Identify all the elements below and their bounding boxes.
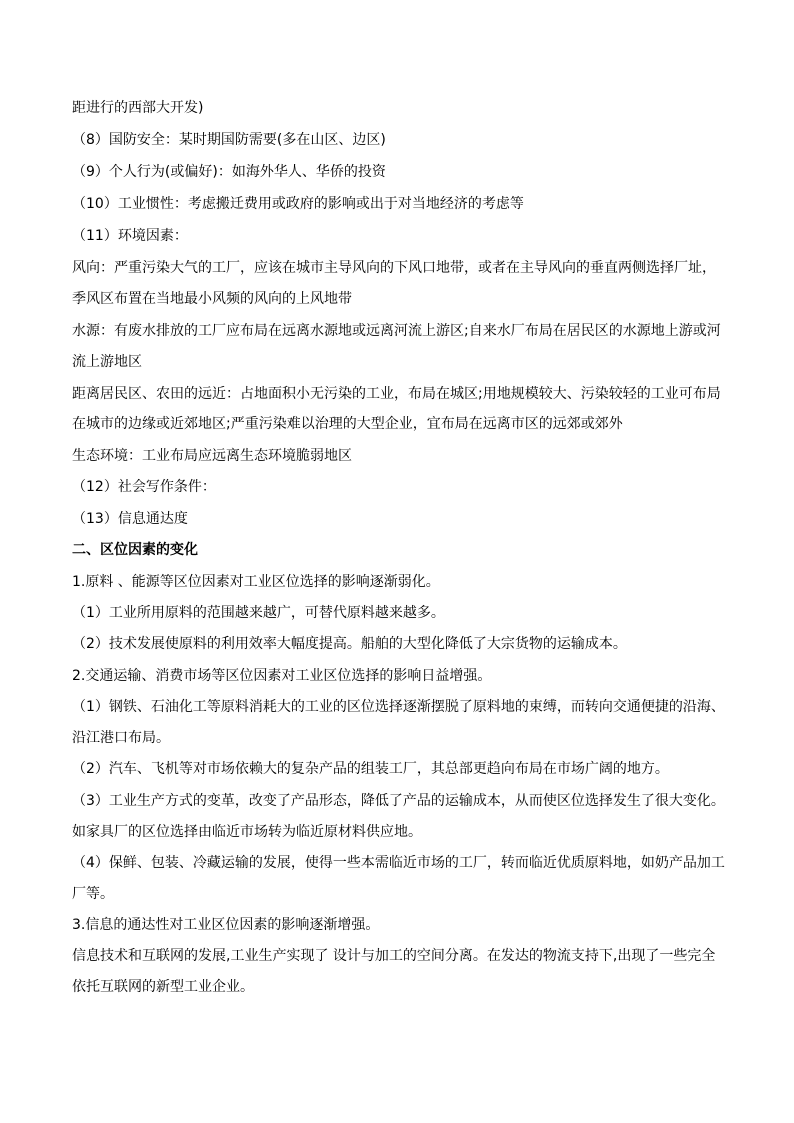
- text-line: （2）汽车、飞机等对市场依赖大的复杂产品的组装工厂，其总部更趋向布局在市场广阔的地方。: [72, 761, 669, 777]
- text-line: （2）技术发展使原料的利用效率大幅度提高。船舶的大型化降低了大宗货物的运输成本。: [72, 636, 627, 652]
- text-line: 如家具厂的区位选择由临近市场转为临近原材料供应地。: [72, 824, 422, 840]
- text-line: 流上游地区: [72, 354, 142, 370]
- text-line: （8）国防安全：某时期国防需要(多在山区、边区): [72, 132, 386, 148]
- text-line: （13）信息通达度: [72, 511, 188, 527]
- text-line: （12）社会写作条件：: [72, 479, 216, 495]
- text-line: 季风区布置在当地最小风频的风向的上风地带: [72, 291, 352, 307]
- section-heading: 二、区位因素的变化: [72, 542, 198, 558]
- text-line: 生态环境：工业布局应远离生态环境脆弱地区: [72, 448, 352, 464]
- text-line: 2.交通运输、消费市场等区位因素对工业区位选择的影响日益增强。: [72, 668, 492, 684]
- text-line: 1.原料 、能源等区位因素对工业区位选择的影响逐渐弱化。: [72, 574, 440, 590]
- text-line: （9）个人行为(或偏好)：如海外华人、华侨的投资: [72, 164, 386, 180]
- text-line: （4）保鲜、包装、冷藏运输的发展，使得一些本需临近市场的工厂，转而临近优质原料地，如奶产品加工: [72, 855, 725, 871]
- text-line: 距离居民区、农田的远近：占地面积小无污染的工业，布局在城区;用地规模较大、污染较轻的工业可布局: [72, 386, 721, 402]
- text-line: 依托互联网的新型工业企业。: [72, 979, 254, 995]
- text-line: （1）工业所用原料的范围越来越广，可替代原料越来越多。: [72, 605, 445, 621]
- text-line: （1）钢铁、石油化工等原料消耗大的工业的区位选择逐渐摆脱了原料地的束缚，而转向交通便捷的沿海、: [72, 699, 725, 715]
- text-line: 信息技术和互联网的发展,工业生产实现了 设计与加工的空间分离。在发达的物流支持下,出现了一些完全: [72, 948, 716, 964]
- text-line: （10）工业惯性：考虑搬迁费用或政府的影响或出于对当地经济的考虑等: [72, 196, 524, 212]
- text-line: 在城市的边缘或近郊地区;严重污染难以治理的大型企业，宜布局在远离市区的远郊或郊外: [72, 416, 623, 432]
- text-line: 距进行的西部大开发): [72, 100, 204, 116]
- text-line: 水源：有废水排放的工厂应布局在远离水源地或远离河流上游区;自来水厂布局在居民区的水源地上游或河: [72, 323, 721, 339]
- text-line: （11）环境因素：: [72, 228, 188, 244]
- text-line: 风向：严重污染大气的工厂，应该在城市主导风向的下风口地带，或者在主导风向的垂直两侧选择厂址，: [72, 260, 716, 276]
- text-line: （3）工业生产方式的变革，改变了产品形态，降低了产品的运输成本，从而使区位选择发生了很大变化。: [72, 793, 725, 809]
- text-line: 3.信息的通达性对工业区位因素的影响逐渐增强。: [72, 917, 380, 933]
- text-line: 厂等。: [72, 886, 114, 902]
- text-line: 沿江港口布局。: [72, 730, 170, 746]
